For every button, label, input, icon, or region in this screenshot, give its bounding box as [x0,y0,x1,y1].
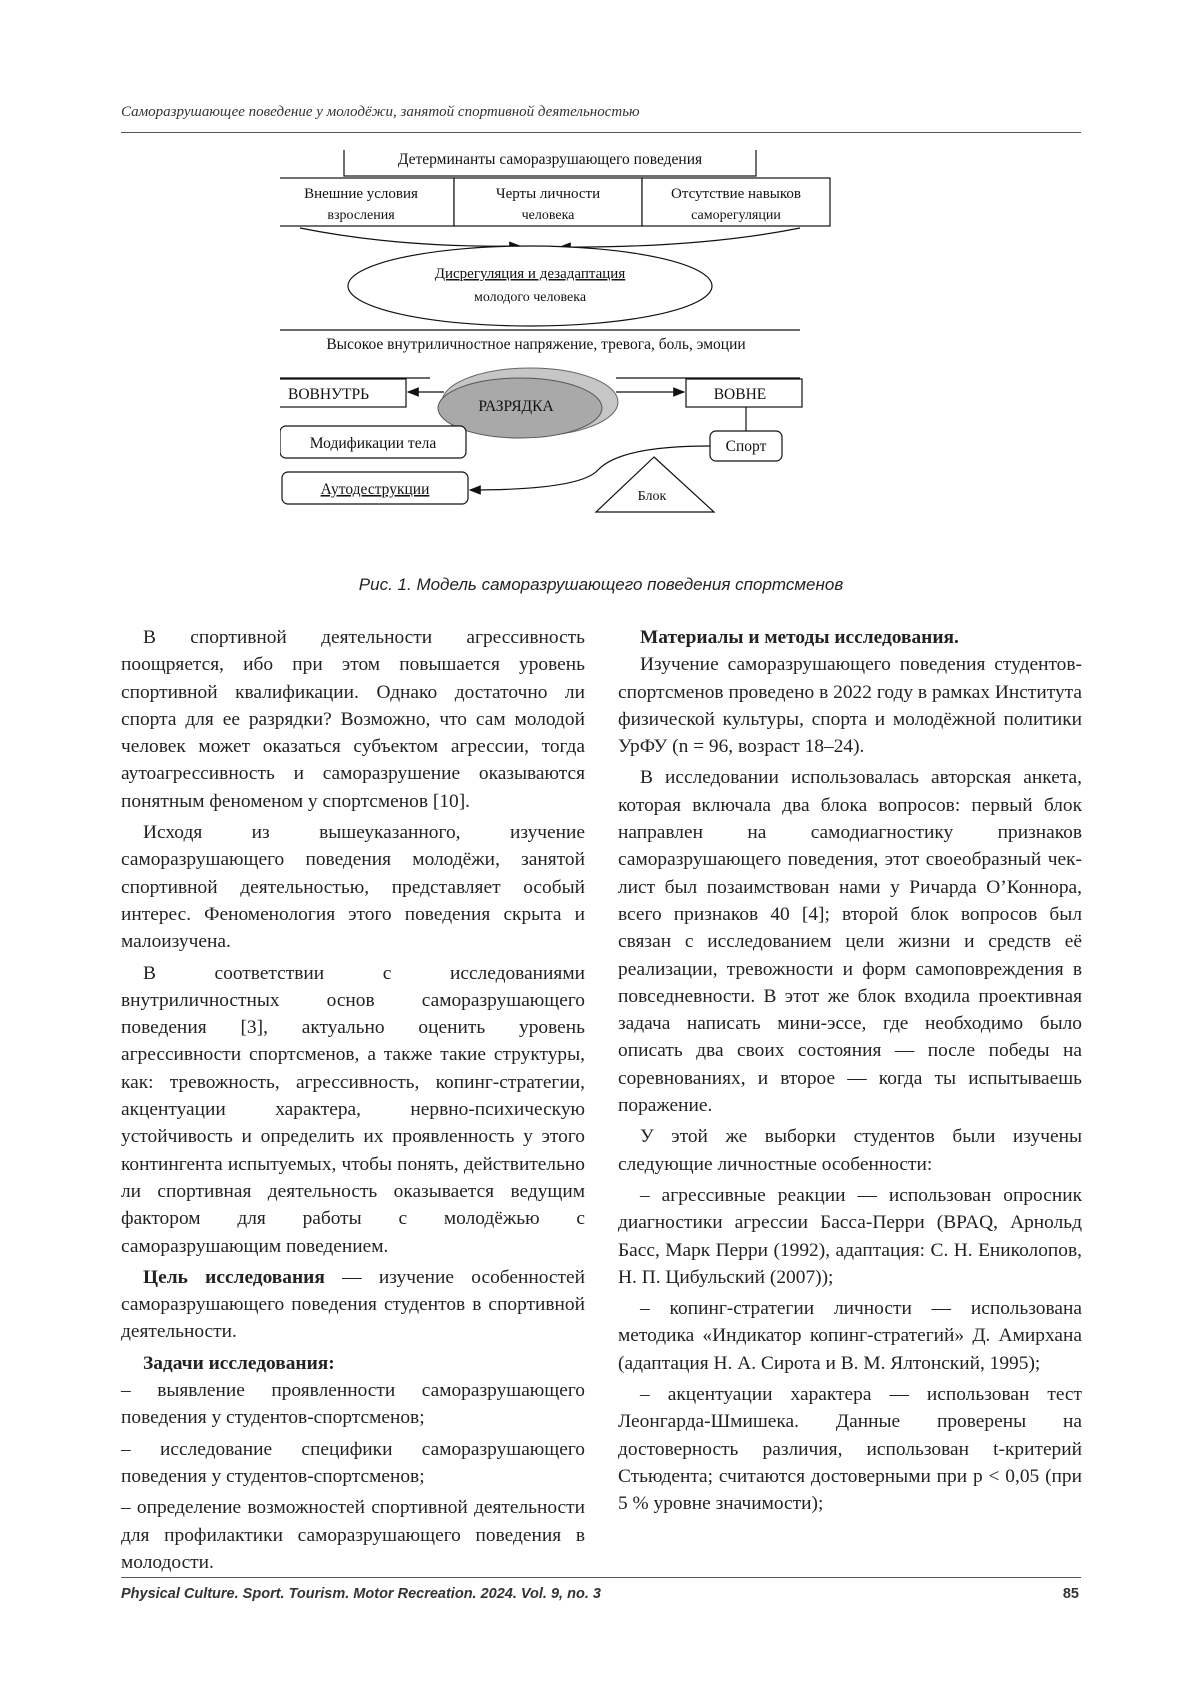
ellipse-line2: молодого человека [473,290,587,305]
methods-heading: Материалы и методы исследования. [640,627,959,648]
figure-model-diagram [280,150,900,560]
left-paragraph-3: В соответствии с исследованиями внутриличностных основ саморазрушающего поведения [3], актуально оценить уровень агрессивности спортсменов, а также такие структуры, как: тревожность, агрессивность, копинг-стратегии, акцентуации характера, нервно-психическую устойчивость и определить их проявленность у этого контингента испытуемых, чтобы понять, действительно ли спортивная деятельность оказывается ведущим фактором для работы с молодёжью с саморазрушающим поведением. [121,962,585,1257]
right-paragraph-3: У этой же выборки студентов были изучены следующие личностные особенности: [618,1126,1082,1175]
determinant-1-line2: взросления [327,208,395,223]
model-diagram-svg [280,150,900,560]
determinant-1-line1: Внешние условия [304,186,418,202]
determinant-3-line2: саморегуляции [691,208,781,223]
method-item-3: – акцентуации характера — использован тест Леонгарда-Шмишека. Данные проверены на достоверность различия, использован t-критерий Стьюдента; считаются достоверными при p < 0,05 (при 5 % уровне значимости); [618,1384,1082,1515]
arrow-right-converge [560,228,800,247]
page-number: 85 [1062,1586,1079,1602]
header-rule [121,132,1081,133]
figure-caption: Рис. 1. Модель саморазрушающего поведения спортсменов [358,575,844,594]
right-column [618,624,1082,1522]
inward-label: ВОВНУТРЬ [288,386,370,403]
tasks-heading: Задачи исследования: [143,1352,335,1374]
arrow-left-converge [300,228,520,246]
aim-label: Цель исследования [143,1266,325,1288]
method-item-2: – копинг-стратегии личности — использована методика «Индикатор копинг-стратегий» Д. Амирхана (адаптация Н. А. Сирота и В. М. Ялтонский, 1995); [618,1298,1082,1374]
autodestruction-label: Аутодеструкции [320,481,430,498]
aim-text: — изучение особенностей саморазрушающего поведения студентов в спортивной деятельности. [121,1266,585,1343]
ellipse-line1: Дисрегуляция и дезадаптация [434,266,626,282]
determinants-title: Детерминанты саморазрушающего поведения [397,151,703,168]
task-item-2: – исследование специфики саморазрушающего поведения у студентов-спортсменов; [121,1438,585,1487]
right-paragraph-2: В исследовании использовалась авторская анкета, которая включала два блока вопросов: первый блок направлен на самодиагностику признаков саморазрушающего поведения, этот своеобразный чек-лист был позаимствован нами у Ричарда О’Коннора, всего признаков 40 [4]; второй блок вопросов был связан с исследованием цели жизни и средств её реализации, тревожности и форм самоповреждения в повседневности. В этот же блок входила проективная задача написать мини-эссе, где необходимо было описать два своих состояния — после победы на соревнованиях, и второе — когда ты испытываешь поражение. [618,767,1082,1117]
block-label: Блок [637,489,667,504]
determinant-2-line1: Черты личности [495,186,601,202]
left-column [121,624,585,1580]
outward-label: ВОВНЕ [713,386,767,403]
right-paragraph-1: Изучение саморазрушающего поведения студентов-спортсменов проведено в 2022 году в рамках Института физической культуры, спорта и молодёжной политики УрФУ (n = 96, возраст 18–24). [618,654,1082,758]
aim-paragraph [121,1264,585,1346]
task-item-1: – выявление проявленности саморазрушающего поведения у студентов-спортсменов; [121,1380,585,1429]
tension-text: Высокое внутриличностное напряжение, тревога, боль, эмоции [326,336,746,353]
task-item-3: – определение возможностей спортивной деятельности для профилактики саморазрушающего поведения в молодости. [121,1497,585,1573]
release-label: РАЗРЯДКА [478,398,554,415]
body-mod-label: Модификации тела [309,435,437,452]
determinant-3-line1: Отсутствие навыков [671,186,801,202]
dysregulation-ellipse [348,246,712,326]
sport-label: Спорт [725,438,767,455]
left-paragraph-2: Исходя из вышеуказанного, изучение саморазрушающего поведения молодёжи, занятой спортивной деятельностью, представляет особый интерес. Феноменология этого поведения скрыта и малоизучена. [121,822,585,953]
method-item-1: – агрессивные реакции — использован опросник диагностики агрессии Басса-Перри (BPAQ, Арнольд Басс, Марк Перри (1992), адаптация: С. Н. Ениколопов, Н. П. Цибульский (2007)); [618,1184,1082,1288]
running-title: Саморазрушающее поведение у молодёжи, занятой спортивной деятельностью [121,104,640,120]
left-paragraph-1: В спортивной деятельности агрессивность поощряется, ибо при этом повышается уровень спортивной квалификации. Однако достаточно ли спорта для ее разрядки? Возможно, что сам молодой человек может оказаться субъектом агрессии, тогда аутоагрессивность и саморазрушение оказываются понятным феноменом у спортсменов [10]. [121,627,585,812]
footer-rule [121,1577,1081,1578]
determinant-2-line2: человека [521,208,575,223]
journal-footer: Physical Culture. Sport. Tourism. Motor Recreation. 2024. Vol. 9, no. 3 [121,1586,601,1602]
